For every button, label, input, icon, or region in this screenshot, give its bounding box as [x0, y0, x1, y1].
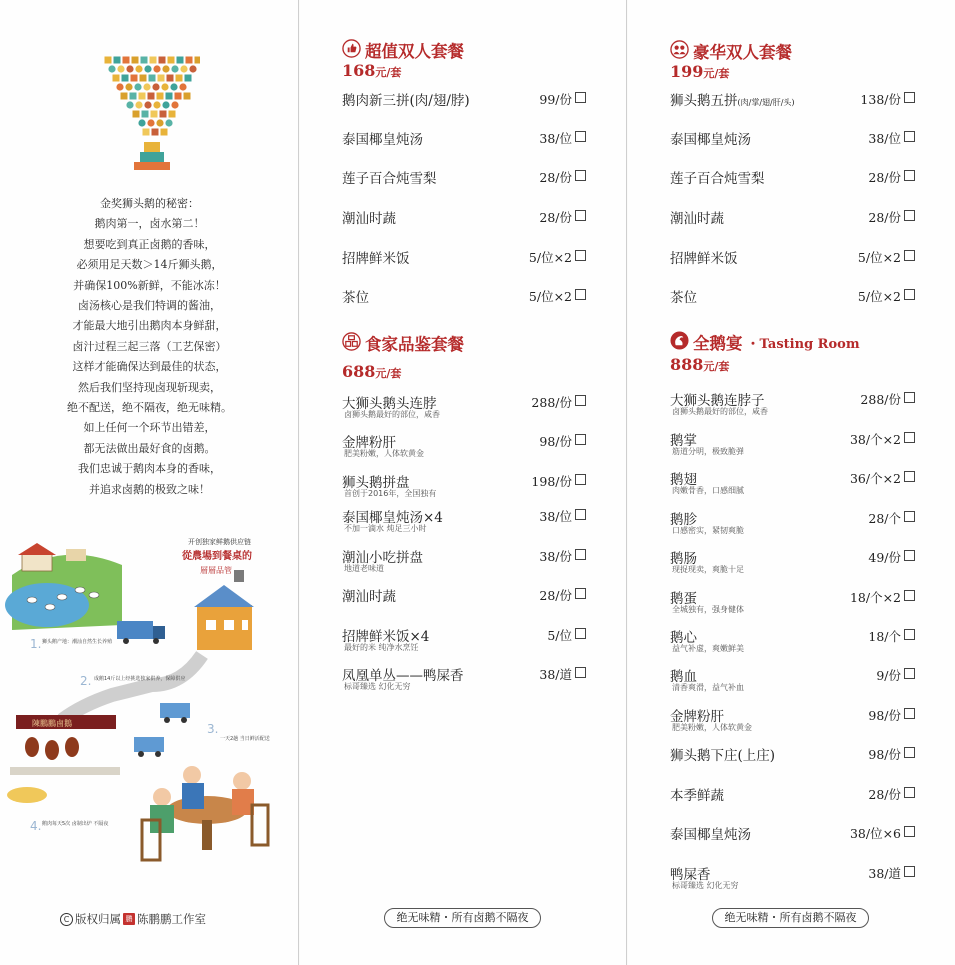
- story-line: 想要吃到真正卤鹅的香味，: [83, 237, 216, 251]
- menu-item-price: 38/位: [539, 509, 572, 524]
- menu-item-name-text: 招牌鲜米饭: [670, 251, 738, 267]
- menu-item-desc: 标哥臻选 幻化无穷: [344, 682, 411, 691]
- order-checkbox[interactable]: [904, 131, 915, 142]
- menu-item-name: [342, 286, 369, 306]
- menu-item: [670, 389, 915, 417]
- menu-item-name: [342, 585, 396, 605]
- story-line: 这样才能确保达到最佳的状态，: [72, 360, 227, 374]
- menu-item-price: 138/份: [860, 92, 901, 107]
- menu-item-price: 28/个: [868, 511, 901, 526]
- menu-item-name-text: 大狮头鹅头连脖: [342, 396, 437, 412]
- order-checkbox[interactable]: [904, 629, 915, 640]
- menu-item-desc: 首创于2016年，全国独有: [344, 489, 437, 498]
- order-checkbox[interactable]: [904, 550, 915, 561]
- studio-seal-icon: 鹏: [123, 913, 135, 925]
- menu-item-name-text: 泰国椰皇炖汤×4: [342, 510, 443, 526]
- step3-text: 一天2趟 当日鲜活配送: [220, 736, 270, 742]
- menu-item-name: [670, 167, 765, 187]
- menu-item-price: 5/位×2: [857, 289, 901, 304]
- menu-item-name-text: 鹅肉新三拼(肉/翅/脖): [342, 93, 470, 109]
- menu-item-price: 5/位×2: [857, 250, 901, 265]
- menu-item-name: [670, 823, 751, 843]
- menu-item-name: [342, 167, 437, 187]
- menu-item-price: 28/份: [868, 210, 901, 225]
- story-line: 卤汁过程三起三落（工艺保密）: [72, 339, 227, 353]
- order-checkbox[interactable]: [904, 289, 915, 300]
- order-checkbox[interactable]: [575, 628, 586, 639]
- section-header: [342, 331, 464, 355]
- section-header: [342, 38, 464, 62]
- step3-num: 3.: [207, 722, 219, 736]
- step4-num: 4.: [30, 819, 42, 833]
- order-checkbox[interactable]: [904, 708, 915, 719]
- menu-item-price: 98/份: [539, 434, 572, 449]
- menu-item: [342, 167, 586, 195]
- story-line: 然后我们坚持现卤现斩现卖，: [78, 380, 221, 394]
- step4-text: 鹅肉每天5次 卤制出炉 不隔夜: [42, 821, 109, 827]
- set-price-value: 688: [342, 362, 376, 381]
- menu-item-desc: 不加一滴水 炖足三小时: [344, 524, 427, 533]
- order-checkbox[interactable]: [904, 668, 915, 679]
- menu-item-name: [670, 784, 724, 804]
- story-line: 卤汤核心是我们特调的酱油，: [78, 299, 221, 313]
- menu-item-price: 99/份: [539, 92, 572, 107]
- menu-item-name: [670, 286, 697, 306]
- set-price: [342, 362, 401, 381]
- menu-item-name-text: 潮汕时蔬: [670, 211, 724, 227]
- menu-item: [670, 128, 915, 156]
- menu-item: [670, 89, 915, 117]
- menu-item-name-text: 鹅胗: [670, 512, 697, 528]
- menu-item-name-text: 狮头鹅拼盘: [342, 475, 410, 491]
- menu-item-price: 38/道: [868, 866, 901, 881]
- menu-item: [342, 431, 586, 459]
- menu-item-name-text: 潮汕小吃拼盘: [342, 550, 423, 566]
- menu-item: [670, 863, 915, 891]
- menu-item-desc: 标哥臻选 幻化无穷: [672, 881, 739, 890]
- menu-item-name-text: 金牌粉肝: [670, 709, 724, 725]
- illustration-headline: 开创独家鲜鹅供应链: [188, 538, 251, 546]
- step2-num: 2.: [80, 674, 92, 688]
- menu-item: [670, 167, 915, 195]
- story-line: 鹅肉第一，卤水第二！: [94, 217, 205, 231]
- order-checkbox[interactable]: [575, 250, 586, 261]
- menu-item: [670, 705, 915, 733]
- menu-item-name-text: 鸭屎香: [670, 867, 711, 883]
- menu-item-name: [670, 207, 724, 227]
- order-checkbox[interactable]: [904, 511, 915, 522]
- set-price: [670, 62, 729, 81]
- goose-icon: [670, 331, 689, 354]
- menu-item-desc: 地道老味道: [344, 564, 384, 573]
- menu-item-name: [342, 128, 423, 148]
- menu-item: [342, 585, 586, 613]
- story-line: 如上任何一个环节出错差，: [83, 421, 216, 435]
- menu-item-desc: 口感密实，紧韧爽脆: [672, 526, 744, 535]
- order-checkbox[interactable]: [904, 747, 915, 758]
- menu-item-price: 288/份: [531, 395, 572, 410]
- order-checkbox[interactable]: [575, 549, 586, 560]
- menu-item-name-text: 凤凰单丛——鸭屎香: [342, 668, 464, 684]
- order-checkbox[interactable]: [575, 210, 586, 221]
- section-title: 食家品鉴套餐: [365, 335, 464, 354]
- menu-item: [342, 664, 586, 692]
- menu-column-1: [300, 0, 627, 965]
- story-line: 都无法做出最好食的卤鹅。: [83, 441, 216, 455]
- menu-item: [670, 744, 915, 772]
- menu-item: [670, 626, 915, 654]
- menu-item-name-text: 鹅心: [670, 630, 697, 646]
- no-msg-badge: 绝无味精・所有卤鹅不隔夜: [712, 908, 869, 928]
- menu-item-name-text: 鹅掌: [670, 433, 697, 449]
- order-checkbox[interactable]: [904, 432, 915, 443]
- menu-item: [670, 547, 915, 575]
- menu-column-2: [628, 0, 955, 965]
- menu-item-desc: 全城独有，强身健体: [672, 605, 744, 614]
- illustration-slogan: 從農場到餐桌的: [182, 551, 252, 562]
- menu-item-name: [342, 89, 470, 109]
- menu-item-name-text: 金牌粉肝: [342, 435, 396, 451]
- menu-item-name-text: 莲子百合炖雪梨: [342, 171, 437, 187]
- menu-item-price: 28/份: [868, 170, 901, 185]
- menu-item: [670, 587, 915, 615]
- order-checkbox[interactable]: [904, 250, 915, 261]
- section-header: [670, 39, 792, 63]
- menu-item-name: [342, 247, 410, 267]
- order-checkbox[interactable]: [575, 509, 586, 520]
- story-line: 金奖狮头鹅的秘密：: [100, 197, 199, 210]
- menu-item-name-text: 鹅血: [670, 669, 697, 685]
- menu-item-name-text: 茶位: [670, 290, 697, 306]
- menu-item: [342, 286, 586, 314]
- brand-story-panel: [0, 0, 299, 965]
- set-price-unit: 元/套: [375, 367, 402, 380]
- order-checkbox[interactable]: [904, 826, 915, 837]
- menu-item: [670, 508, 915, 536]
- order-checkbox[interactable]: [904, 392, 915, 403]
- menu-item-price: 36/个×2: [849, 471, 901, 486]
- menu-item-price: 28/份: [868, 787, 901, 802]
- story-line: 必须用足天数＞14斤狮头鹅，: [76, 258, 223, 272]
- menu-item-price: 49/份: [868, 550, 901, 565]
- copyright-notice: [60, 911, 206, 927]
- menu-item-price: 28/份: [539, 210, 572, 225]
- menu-item-name-text: 招牌鲜米饭: [342, 251, 410, 267]
- menu-item: [670, 823, 915, 851]
- menu-item-price: 5/位: [547, 628, 572, 643]
- step2-text: 成鹅14斤以上经挑选独家供养，保障供应: [94, 676, 186, 682]
- menu-item-desc: 肥美粉嫩，人体软黄金: [344, 449, 424, 458]
- order-checkbox[interactable]: [904, 590, 915, 601]
- menu-item-desc: 筋道分明，极致脆弹: [672, 447, 744, 456]
- menu-item-price: 28/份: [539, 170, 572, 185]
- menu-item: [342, 546, 586, 574]
- menu-item-name-text: 鹅肠: [670, 551, 697, 567]
- menu-item-name-text: 泰国椰皇炖汤: [670, 132, 751, 148]
- menu-item: [670, 286, 915, 314]
- menu-item-desc: 益气补虚，爽嫩鲜美: [672, 644, 744, 653]
- menu-item-price: 98/份: [868, 747, 901, 762]
- section-subtitle: ・Tasting Room: [746, 336, 860, 352]
- copyright-text1: 版权归属: [75, 912, 121, 926]
- trophy-mosaic-icon: [104, 56, 200, 176]
- order-checkbox[interactable]: [904, 471, 915, 482]
- menu-item-name-note: (肉/掌/翅/肝/头): [737, 98, 795, 107]
- menu-item-desc: 肉嫩骨香，口感细腻: [672, 486, 744, 495]
- menu-item-name-text: 泰国椰皇炖汤: [342, 132, 423, 148]
- order-checkbox[interactable]: [575, 131, 586, 142]
- supply-chain-illustration: [2, 535, 278, 867]
- menu-item-name-text: 招牌鲜米饭×4: [342, 629, 430, 645]
- menu-item-name: [670, 744, 775, 764]
- menu-item-price: 38/个×2: [849, 432, 901, 447]
- illustration-slogan2: 層層品管: [200, 566, 232, 575]
- menu-item-name: [670, 247, 738, 267]
- menu-item-name: [670, 128, 751, 148]
- set-price-unit: 元/套: [703, 67, 730, 80]
- story-line: 并确保100%新鲜，不能冰冻！: [73, 278, 226, 292]
- order-checkbox[interactable]: [575, 289, 586, 300]
- section-title: 豪华双人套餐: [693, 43, 792, 62]
- menu-item-desc: 卤狮头鹅最好的部位，咸香: [344, 410, 440, 419]
- story-line: 我们忠诚于鹅肉本身的香味，: [78, 462, 221, 476]
- menu-item-desc: 最好的米 纯净水烹饪: [344, 643, 419, 652]
- step1-text: 狮头鹅产地：潮汕自然生长养殖: [42, 639, 113, 645]
- order-checkbox[interactable]: [575, 170, 586, 181]
- section-title: 超值双人套餐: [365, 42, 464, 61]
- menu-item-price: 38/道: [539, 667, 572, 682]
- menu-item: [342, 247, 586, 275]
- menu-item-price: 5/位×2: [528, 250, 572, 265]
- menu-item: [342, 471, 586, 499]
- menu-item-price: 18/个×2: [849, 590, 901, 605]
- menu-item: [670, 429, 915, 457]
- step1-num: 1.: [30, 637, 42, 651]
- menu-item: [342, 207, 586, 235]
- menu-item-name-text: 大狮头鹅连脖子: [670, 393, 765, 409]
- set-price-unit: 元/套: [375, 66, 402, 79]
- set-price-value: 168: [342, 61, 376, 80]
- menu-item-name-text: 潮汕时蔬: [342, 211, 396, 227]
- menu-item-price: 288/份: [860, 392, 901, 407]
- menu-item-price: 198/份: [531, 474, 572, 489]
- set-price-value: 888: [670, 355, 704, 374]
- menu-item: [342, 128, 586, 156]
- story-line: 才能最大地引出鹅肉本身鲜甜，: [72, 319, 227, 333]
- couple-icon: [670, 40, 689, 63]
- order-checkbox[interactable]: [904, 787, 915, 798]
- brand-story-text: [0, 194, 299, 500]
- menu-item-price: 28/份: [539, 588, 572, 603]
- order-checkbox[interactable]: [904, 170, 915, 181]
- menu-item: [342, 392, 586, 420]
- thumbs-up-icon: [342, 39, 361, 62]
- story-line: 并追求卤鹅的极致之味！: [89, 482, 210, 496]
- order-checkbox[interactable]: [575, 667, 586, 678]
- order-checkbox[interactable]: [575, 395, 586, 406]
- menu-item: [670, 207, 915, 235]
- story-line: 绝不配送，绝不隔夜，绝无味精。: [67, 401, 232, 415]
- set-price-value: 199: [670, 62, 704, 81]
- menu-item: [670, 247, 915, 275]
- order-checkbox[interactable]: [575, 434, 586, 445]
- menu-item-price: 9/份: [876, 668, 901, 683]
- menu-item-name-text: 狮头鹅下庄(上庄): [670, 748, 776, 764]
- set-price: [342, 61, 401, 80]
- menu-item-name-text: 潮汕时蔬: [342, 589, 396, 605]
- order-checkbox[interactable]: [904, 92, 915, 103]
- copyright-symbol: C: [60, 913, 73, 926]
- shop-signboard: 陳鵬鵬鹵鵝: [32, 719, 72, 728]
- order-checkbox[interactable]: [904, 210, 915, 221]
- menu-item: [342, 89, 586, 117]
- menu-item: [342, 506, 586, 534]
- section-header: [670, 330, 860, 354]
- menu-item-price: 5/位×2: [528, 289, 572, 304]
- order-checkbox[interactable]: [575, 474, 586, 485]
- menu-item-desc: 卤狮头鹅最好的部位，咸香: [672, 407, 768, 416]
- menu-item-price: 18/个: [868, 629, 901, 644]
- menu-item-desc: 清香爽滑，益气补血: [672, 683, 744, 692]
- menu-item-price: 38/位×6: [849, 826, 901, 841]
- menu-item-price: 38/份: [539, 549, 572, 564]
- section-title: 全鹅宴: [693, 334, 743, 353]
- set-price: [670, 355, 729, 374]
- order-checkbox[interactable]: [575, 92, 586, 103]
- menu-item-desc: 肥美粉嫩，人体软黄金: [672, 723, 752, 732]
- menu-item-desc: 现捉现卖，爽脆十足: [672, 565, 744, 574]
- order-checkbox[interactable]: [575, 588, 586, 599]
- no-msg-badge: 绝无味精・所有卤鹅不隔夜: [384, 908, 541, 928]
- tasting-bowl-icon: [342, 332, 361, 355]
- menu-item-name: [342, 207, 396, 227]
- menu-item-name-text: 泰国椰皇炖汤: [670, 827, 751, 843]
- menu-item-name-text: 鹅翅: [670, 472, 697, 488]
- menu-item-name-text: 本季鲜蔬: [670, 788, 724, 804]
- set-price-unit: 元/套: [703, 360, 730, 373]
- menu-item-price: 38/位: [868, 131, 901, 146]
- menu-item-name-text: 鹅蛋: [670, 591, 697, 607]
- menu-item-name-text: 茶位: [342, 290, 369, 306]
- menu-item-price: 38/位: [539, 131, 572, 146]
- order-checkbox[interactable]: [904, 866, 915, 877]
- menu-item: [670, 468, 915, 496]
- menu-item: [342, 625, 586, 653]
- menu-item-name: [670, 89, 795, 109]
- menu-item-name-text: 狮头鹅五拼: [670, 93, 738, 109]
- copyright-text2: 陈鹏鹏工作室: [137, 912, 206, 926]
- menu-item-price: 98/份: [868, 708, 901, 723]
- menu-item: [670, 784, 915, 812]
- menu-item: [670, 665, 915, 693]
- menu-item-name-text: 莲子百合炖雪梨: [670, 171, 765, 187]
